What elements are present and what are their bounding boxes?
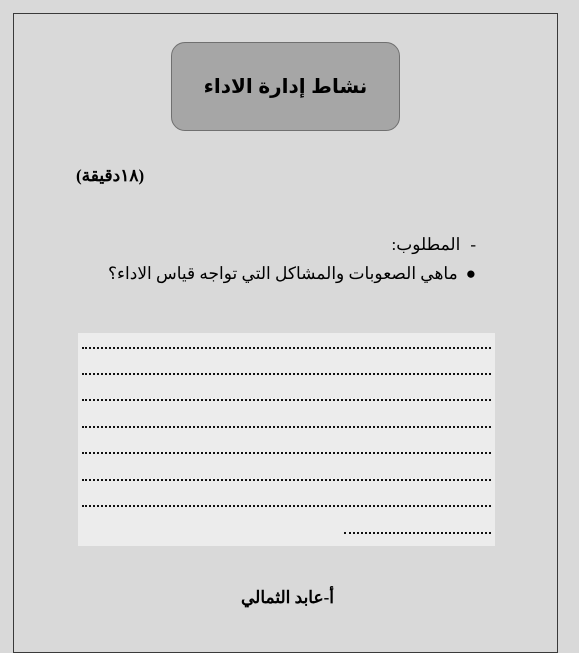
answer-line[interactable] xyxy=(82,452,491,454)
title-box xyxy=(171,42,400,131)
answer-line[interactable] xyxy=(82,479,491,481)
answer-line[interactable] xyxy=(82,347,491,349)
answer-area[interactable] xyxy=(78,333,495,546)
page-title: نشاط إدارة الاداء xyxy=(203,76,368,98)
required-label: المطلوب: xyxy=(391,235,461,254)
dash-marker: - xyxy=(470,235,476,254)
question-text: ماهي الصعوبات والمشاكل التي تواجه قياس الاداء؟ xyxy=(108,264,458,283)
answer-line[interactable] xyxy=(82,426,491,428)
required-heading xyxy=(392,235,477,255)
question-item xyxy=(108,264,476,284)
bullet-icon: ● xyxy=(465,264,476,283)
answer-line[interactable] xyxy=(82,505,491,507)
duration-label: (١٨دقيقة) xyxy=(76,166,145,185)
author-signature: أ-عابد الثمالي xyxy=(241,588,335,607)
answer-line[interactable] xyxy=(82,399,491,401)
answer-line-short[interactable] xyxy=(344,532,491,534)
answer-line[interactable] xyxy=(82,373,491,375)
